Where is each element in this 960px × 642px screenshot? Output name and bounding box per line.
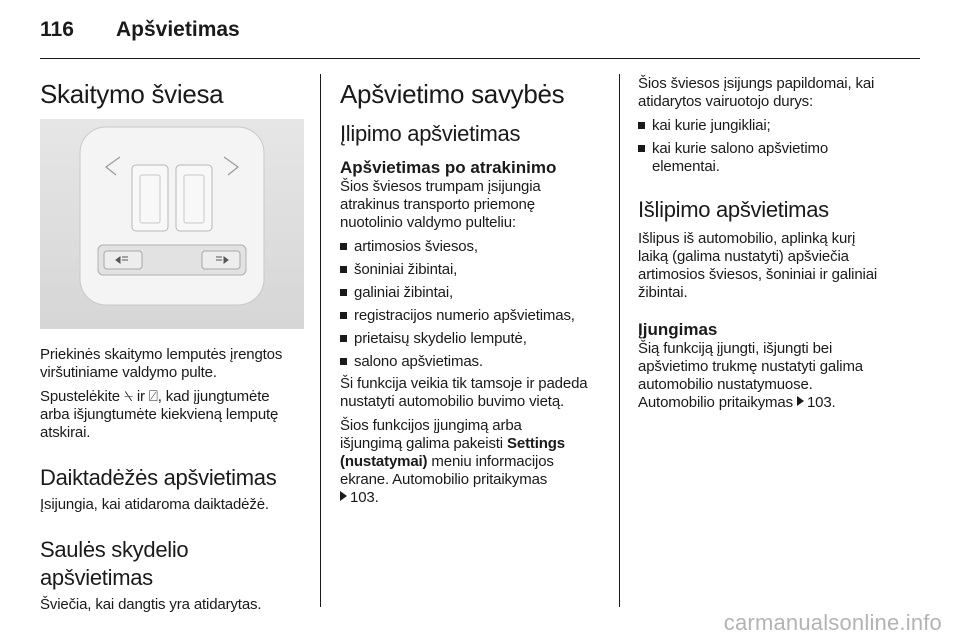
text-front-lights-2: viršutiniame valdymo pulte. <box>40 364 217 381</box>
column-divider-1 <box>320 74 321 607</box>
list-item: šoniniai žibintai, <box>340 261 606 279</box>
text-settings-ref: 103. <box>340 489 606 507</box>
text-settings-1: Šios funkcijos įjungimą arba <box>340 417 522 434</box>
text-exit-2: laiką (galima nustatyti) apšviečia <box>638 248 849 265</box>
text-unlock-2: atrakinus transporto priemonę <box>340 196 535 213</box>
text-settings-2: išjungimą galima pakeisti Settings <box>340 435 565 452</box>
door-lights-list <box>638 117 908 176</box>
list-item: registracijos numerio apšvietimas, <box>340 307 606 325</box>
heading-reading-light: Skaitymo šviesa <box>40 79 224 109</box>
page-reference-icon <box>797 396 804 406</box>
heading-glovebox: Daiktadėžės apšvietimas <box>40 465 277 490</box>
text-doors-2: atidarytos vairuotojo durys: <box>638 93 814 110</box>
header-rule <box>40 58 920 59</box>
heading-activation: Įjungimas <box>638 320 718 339</box>
column-2 <box>340 72 606 507</box>
watermark: carmanualsonline.info <box>723 610 942 635</box>
list-item: kai kurie salono apšvietimo elementai. <box>638 140 908 176</box>
column-3 <box>638 72 908 412</box>
unlock-lights-list <box>340 238 606 371</box>
left-reading-lamp-icon: ⍀ <box>123 388 133 405</box>
text-press-2: arba išjungtumėte kiekvieną lemputę <box>40 406 279 423</box>
text-activation-3: automobilio nustatymuose. <box>638 376 813 393</box>
heading-entry-lighting: Įlipimo apšvietimas <box>340 121 521 146</box>
heading-light-features: Apšvietimo savybės <box>340 79 565 109</box>
page-header <box>40 18 920 48</box>
column-1 <box>40 72 304 614</box>
text-activation-1: Šią funkciją įjungti, išjungti bei <box>638 340 833 357</box>
text-press-3: atskirai. <box>40 424 91 441</box>
text-unlock-3: nuotolinio valdymo pulteliu: <box>340 214 516 231</box>
heading-sunvisor-2: apšvietimas <box>40 565 153 590</box>
heading-exit-lighting: Išlipimo apšvietimas <box>638 197 829 222</box>
text-sunvisor: Šviečia, kai dangtis yra atidarytas. <box>40 596 262 613</box>
text-dark-only-2: nustatyti automobilio buvimo vietą. <box>340 393 565 410</box>
text-exit-3: artimosios šviesos, šoniniai ir galiniai <box>638 266 878 283</box>
text-activation-2: apšvietimo trukmę nustatyti galima <box>638 358 863 375</box>
text-unlock-1: Šios šviesos trumpam įsijungia <box>340 178 541 195</box>
column-divider-2 <box>619 74 620 607</box>
text-doors-1: Šios šviesos įsijungs papildomai, kai <box>638 75 875 92</box>
list-item: prietaisų skydelio lemputė, <box>340 330 606 348</box>
running-title: Apšvietimas <box>116 18 240 41</box>
text-exit-4: žibintai. <box>638 284 688 301</box>
page-number: 116 <box>40 18 74 41</box>
text-settings-3: (nustatymai) meniu informacijos <box>340 453 554 470</box>
text-activation-4: Automobilio pritaikymas 103. <box>638 394 836 411</box>
text-settings-4: ekrane. Automobilio pritaikymas <box>340 471 548 488</box>
text-dark-only-1: Ši funkcija veikia tik tamsoje ir padeda <box>340 375 588 392</box>
text-exit-1: Išlipus iš automobilio, aplinką kurį <box>638 230 856 247</box>
heading-sunvisor-1: Saulės skydelio <box>40 537 189 562</box>
text-front-lights-1: Priekinės skaitymo lemputės įrengtos <box>40 346 283 363</box>
reading-light-photo <box>40 119 304 329</box>
list-item: kai kurie jungikliai; <box>638 117 908 135</box>
heading-unlock-lighting: Apšvietimas po atrakinimo <box>340 158 557 177</box>
list-item: artimosios šviesos, <box>340 238 606 256</box>
right-reading-lamp-icon: ⍁ <box>148 388 158 405</box>
overhead-console-illustration <box>40 119 304 329</box>
list-item: galiniai žibintai, <box>340 284 606 302</box>
text-press-line: Spustelėkite ⍀ ir ⍁, kad įjungtumėte <box>40 388 270 405</box>
page-reference-icon <box>340 491 347 501</box>
list-item: salono apšvietimas. <box>340 353 606 371</box>
text-glovebox: Įsijungia, kai atidaroma daiktadėžė. <box>40 496 269 513</box>
